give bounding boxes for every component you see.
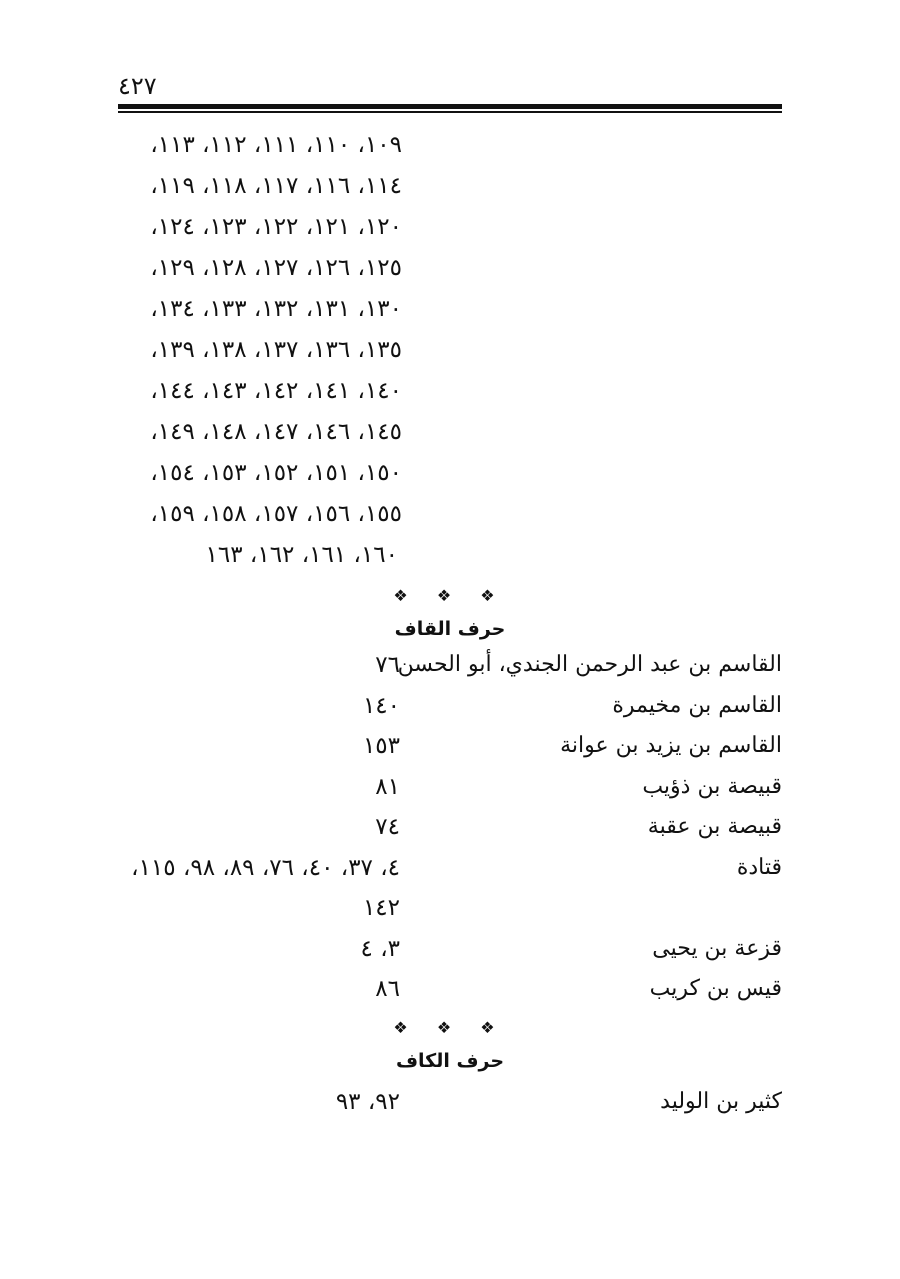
index-entry bbox=[118, 648, 782, 689]
header-rule-thin bbox=[118, 111, 782, 113]
continuation-line: ١٠٩، ١١٠، ١١١، ١١٢، ١١٣، bbox=[150, 132, 402, 158]
index-entry bbox=[118, 689, 782, 730]
continuation-line: ١٢٠، ١٢١، ١٢٢، ١٢٣، ١٢٤، bbox=[150, 214, 402, 240]
entry-name: قبيصة بن عقبة bbox=[647, 814, 782, 839]
section-title-qaf: حرف القاف bbox=[394, 618, 506, 640]
entry-name: قبيصة بن ذؤيب bbox=[642, 773, 782, 799]
entry-pages: ١٤٢ bbox=[362, 895, 400, 921]
index-entry bbox=[118, 972, 782, 1013]
header-rule-thick bbox=[118, 104, 782, 109]
index-entry bbox=[118, 810, 782, 851]
index-entry bbox=[118, 770, 782, 811]
index-entry bbox=[118, 1085, 782, 1126]
entry-pages: ١٤٠ bbox=[362, 692, 400, 719]
continuation-line: ١٢٥، ١٢٦، ١٢٧، ١٢٨، ١٢٩، bbox=[150, 255, 402, 281]
entry-pages: ٣، ٤ bbox=[360, 935, 400, 962]
entry-name: قتادة bbox=[736, 854, 782, 880]
continuation-line: ١١٤، ١١٦، ١١٧، ١١٨، ١١٩، bbox=[150, 173, 402, 199]
section-separator: ❖ ❖ ❖ bbox=[393, 586, 507, 605]
continuation-page-list bbox=[118, 128, 402, 579]
continuation-line: ١٣٥، ١٣٦، ١٣٧، ١٣٨، ١٣٩، bbox=[150, 337, 402, 363]
index-entry bbox=[118, 729, 782, 770]
page-number: ٤٢٧ bbox=[118, 72, 157, 100]
index-entry bbox=[118, 891, 782, 932]
section-separator: ❖ ❖ ❖ bbox=[393, 1018, 507, 1037]
continuation-line: ١٣٠، ١٣١، ١٣٢، ١٣٣، ١٣٤، bbox=[150, 296, 402, 322]
continuation-line: ١٤٠، ١٤١، ١٤٢، ١٤٣، ١٤٤، bbox=[150, 378, 402, 404]
continuation-line: ١٥٠، ١٥١، ١٥٢، ١٥٣، ١٥٤، bbox=[150, 460, 402, 486]
entry-pages: ٨١ bbox=[375, 773, 400, 800]
continuation-line: ١٥٥، ١٥٦، ١٥٧، ١٥٨، ١٥٩، bbox=[150, 501, 402, 527]
index-entries-qaf bbox=[118, 648, 782, 1013]
index-entry bbox=[118, 851, 782, 892]
entry-pages: ٨٦ bbox=[375, 976, 400, 1002]
continuation-line: ١٤٥، ١٤٦، ١٤٧، ١٤٨، ١٤٩، bbox=[150, 419, 402, 445]
entry-name: القاسم بن مخيمرة bbox=[612, 692, 782, 718]
section-title-kaf: حرف الكاف bbox=[395, 1050, 505, 1072]
continuation-line: ١٦٠، ١٦١، ١٦٢، ١٦٣ bbox=[205, 542, 398, 568]
entry-name: قيس بن كريب bbox=[649, 976, 782, 1001]
entry-name: القاسم بن يزيد بن عوانة bbox=[560, 733, 782, 758]
entry-pages: ١٥٣ bbox=[362, 733, 400, 759]
entry-pages: ٩٢، ٩٣ bbox=[335, 1089, 400, 1115]
entry-name: كثير بن الوليد bbox=[660, 1089, 782, 1114]
entry-name: قزعة بن يحيى bbox=[652, 935, 782, 961]
index-entry bbox=[118, 932, 782, 973]
index-entries-kaf bbox=[118, 1085, 782, 1126]
entry-name: القاسم بن عبد الرحمن الجندي، أبو الحسن bbox=[397, 652, 782, 677]
entry-pages: ٧٦ bbox=[375, 652, 400, 678]
entry-pages: ٧٤ bbox=[375, 814, 400, 840]
entry-pages: ٤، ٣٧، ٤٠، ٧٦، ٨٩، ٩٨، ١١٥، bbox=[131, 854, 400, 881]
